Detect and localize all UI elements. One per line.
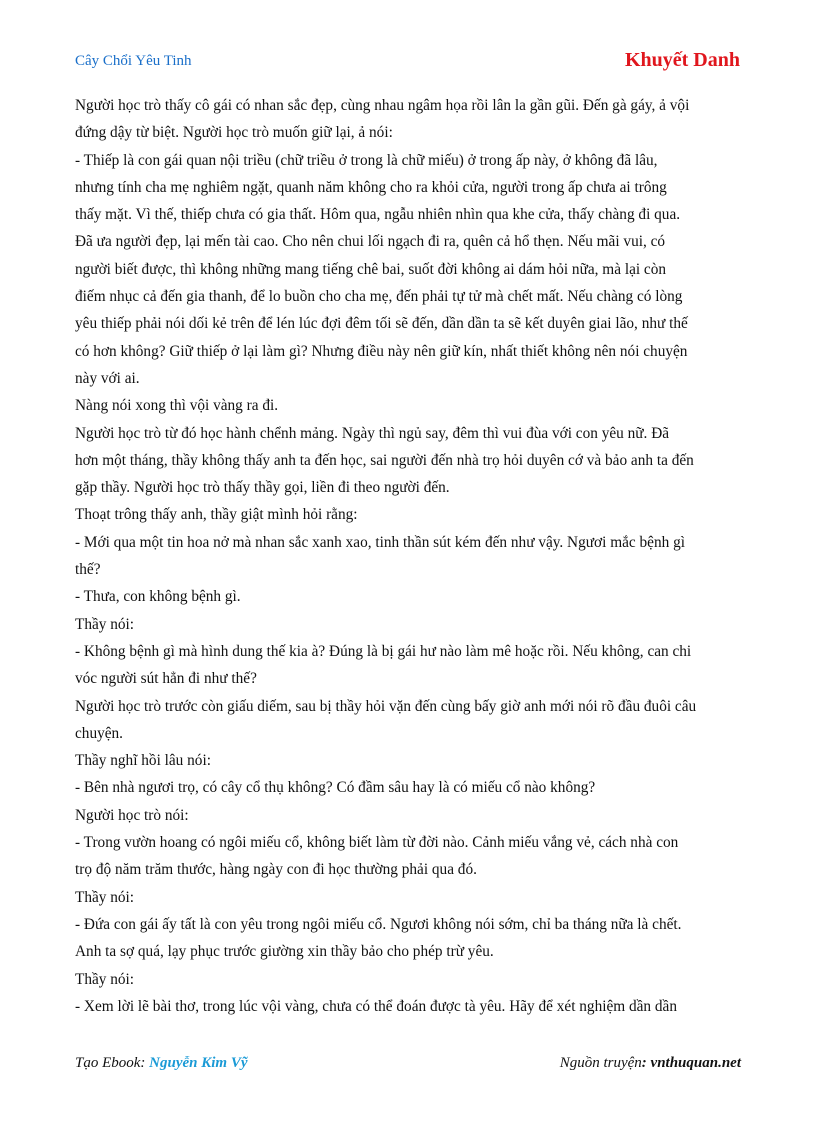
text-line: Người học trò từ đó học hành chểnh mảng. Ngày thì ngủ say, đêm thì vui đùa với con yêu nữ. Đã (75, 424, 670, 442)
text-line: - Thiếp là con gái quan nội triều (chữ triều ở trong là chữ miếu) ở trong ấp này, ở không đã lâu, (75, 151, 658, 169)
text-line: Người học trò nói: (75, 806, 189, 824)
text-line: nhưng tính cha mẹ nghiêm ngặt, quanh năm không cho ra khỏi cửa, người trong ấp chưa ai trông (75, 178, 667, 196)
book-title: Cây Chổi Yêu Tinh (75, 53, 192, 69)
text-line: - Thưa, con không bệnh gì. (75, 588, 241, 606)
text-line: Người học trò trước còn giấu diếm, sau bị thầy hỏi vặn đến cùng bấy giờ anh mới nói rõ đầu đuôi câu (75, 697, 697, 715)
text-line: yêu thiếp phải nói dối kẻ trên để lén lúc đợi đêm tối sẽ đến, dần dần ta sẽ kết duyên giai lão, như thế (75, 315, 688, 333)
ebook-credit-label: Tạo Ebook (75, 1055, 141, 1071)
text-line: có hơn không? Giữ thiếp ở lại làm gì? Nhưng điều này nên giữ kín, nhất thiết không nên nói chuyện (75, 342, 688, 360)
text-line: thấy mặt. Vì thế, thiếp chưa có gia thất. Hôm qua, ngẫu nhiên nhìn qua khe cửa, thấy chàng đi qua. (75, 206, 681, 224)
ebook-credit-sep: : (140, 1055, 150, 1071)
text-line: Đã ưa người đẹp, lại mến tài cao. Cho nên chui lối ngạch đi ra, quên cả hổ thẹn. Nếu mãi vui, có (75, 233, 666, 251)
text-line: - Không bệnh gì mà hình dung thế kia à? Đúng là bị gái hư nào làm mê hoặc rồi. Nếu không, can chi (75, 642, 692, 660)
text-line: Thầy nói: (75, 970, 135, 988)
text-line: Nàng nói xong thì vội vàng ra đi. (75, 397, 279, 415)
text-line: - Mới qua một tin hoa nở mà nhan sắc xanh xao, tinh thần sút kém đến như vậy. Ngươi mắc bệnh gì (75, 533, 685, 551)
text-line: điếm nhục cả đến gia thanh, để lo buồn cho cha mẹ, đến phải tự tử mà chết mất. Nếu chàng có lòng (75, 288, 683, 306)
text-line: - Đứa con gái ấy tất là con yêu trong ngôi miếu cổ. Ngươi không nói sớm, chỉ ba tháng nữa là chết. (75, 915, 682, 933)
source-credit-label: Nguồn truyện (559, 1055, 642, 1071)
text-line: hơn một tháng, thầy không thấy anh ta đến học, sai người đến nhà trọ hỏi duyên cớ và bảo anh ta đến (75, 451, 694, 469)
text-line: Người học trò thấy cô gái có nhan sắc đẹp, cùng nhau ngâm họa rồi lân la gần gũi. Đến gà gáy, ả vội (75, 97, 690, 114)
text-line: trọ độ năm trăm thước, hàng ngày con đi học thường phải qua đó. (75, 861, 477, 879)
text-line: Anh ta sợ quá, lạy phục trước giường xin thầy bảo cho phép trừ yêu. (75, 943, 494, 961)
text-line: đứng dậy từ biệt. Người học trò muốn giữ lại, ả nói: (75, 124, 393, 142)
text-line: này với ai. (75, 369, 140, 387)
text-line: Thầy nói: (75, 615, 135, 633)
text-line: - Xem lời lẽ bài thơ, trong lúc vội vàng, chưa có thể đoán được tà yêu. Hãy để xét nghiệm dần dần (75, 997, 677, 1015)
ebook-creator-name: Nguyễn Kim Vỹ (149, 1055, 248, 1071)
author-name: Khuyết Danh (624, 49, 740, 71)
text-line: - Trong vườn hoang có ngôi miếu cổ, không biết làm từ đời nào. Cảnh miếu vắng vẻ, cách nhà con (75, 834, 679, 852)
text-line: Thoạt trông thấy anh, thầy giật mình hỏi rằng: (75, 506, 358, 524)
text-line: Thầy nghĩ hồi lâu nói: (75, 752, 211, 770)
text-line: gặp thầy. Người học trò thấy thầy gọi, liền đi theo người đến. (75, 479, 450, 497)
text-line: thế? (75, 561, 101, 579)
source-site: vnthuquan.net (650, 1055, 741, 1071)
text-line: - Bên nhà ngươi trọ, có cây cổ thụ không? Có đầm sâu hay là có miếu cổ nào không? (75, 779, 596, 797)
text-line: chuyện. (75, 724, 123, 742)
text-line: Thầy nói: (75, 888, 135, 906)
text-line: người biết được, thì không những mang tiếng chê bai, suốt đời không ai dám hỏi nữa, mà lại còn (75, 260, 667, 278)
source-credit (560, 1055, 741, 1072)
text-line: vóc người sút hẳn đi như thế? (75, 670, 257, 688)
ebook-credit (75, 1055, 248, 1072)
source-credit-sep: : (641, 1055, 651, 1071)
story-body (75, 92, 743, 1020)
